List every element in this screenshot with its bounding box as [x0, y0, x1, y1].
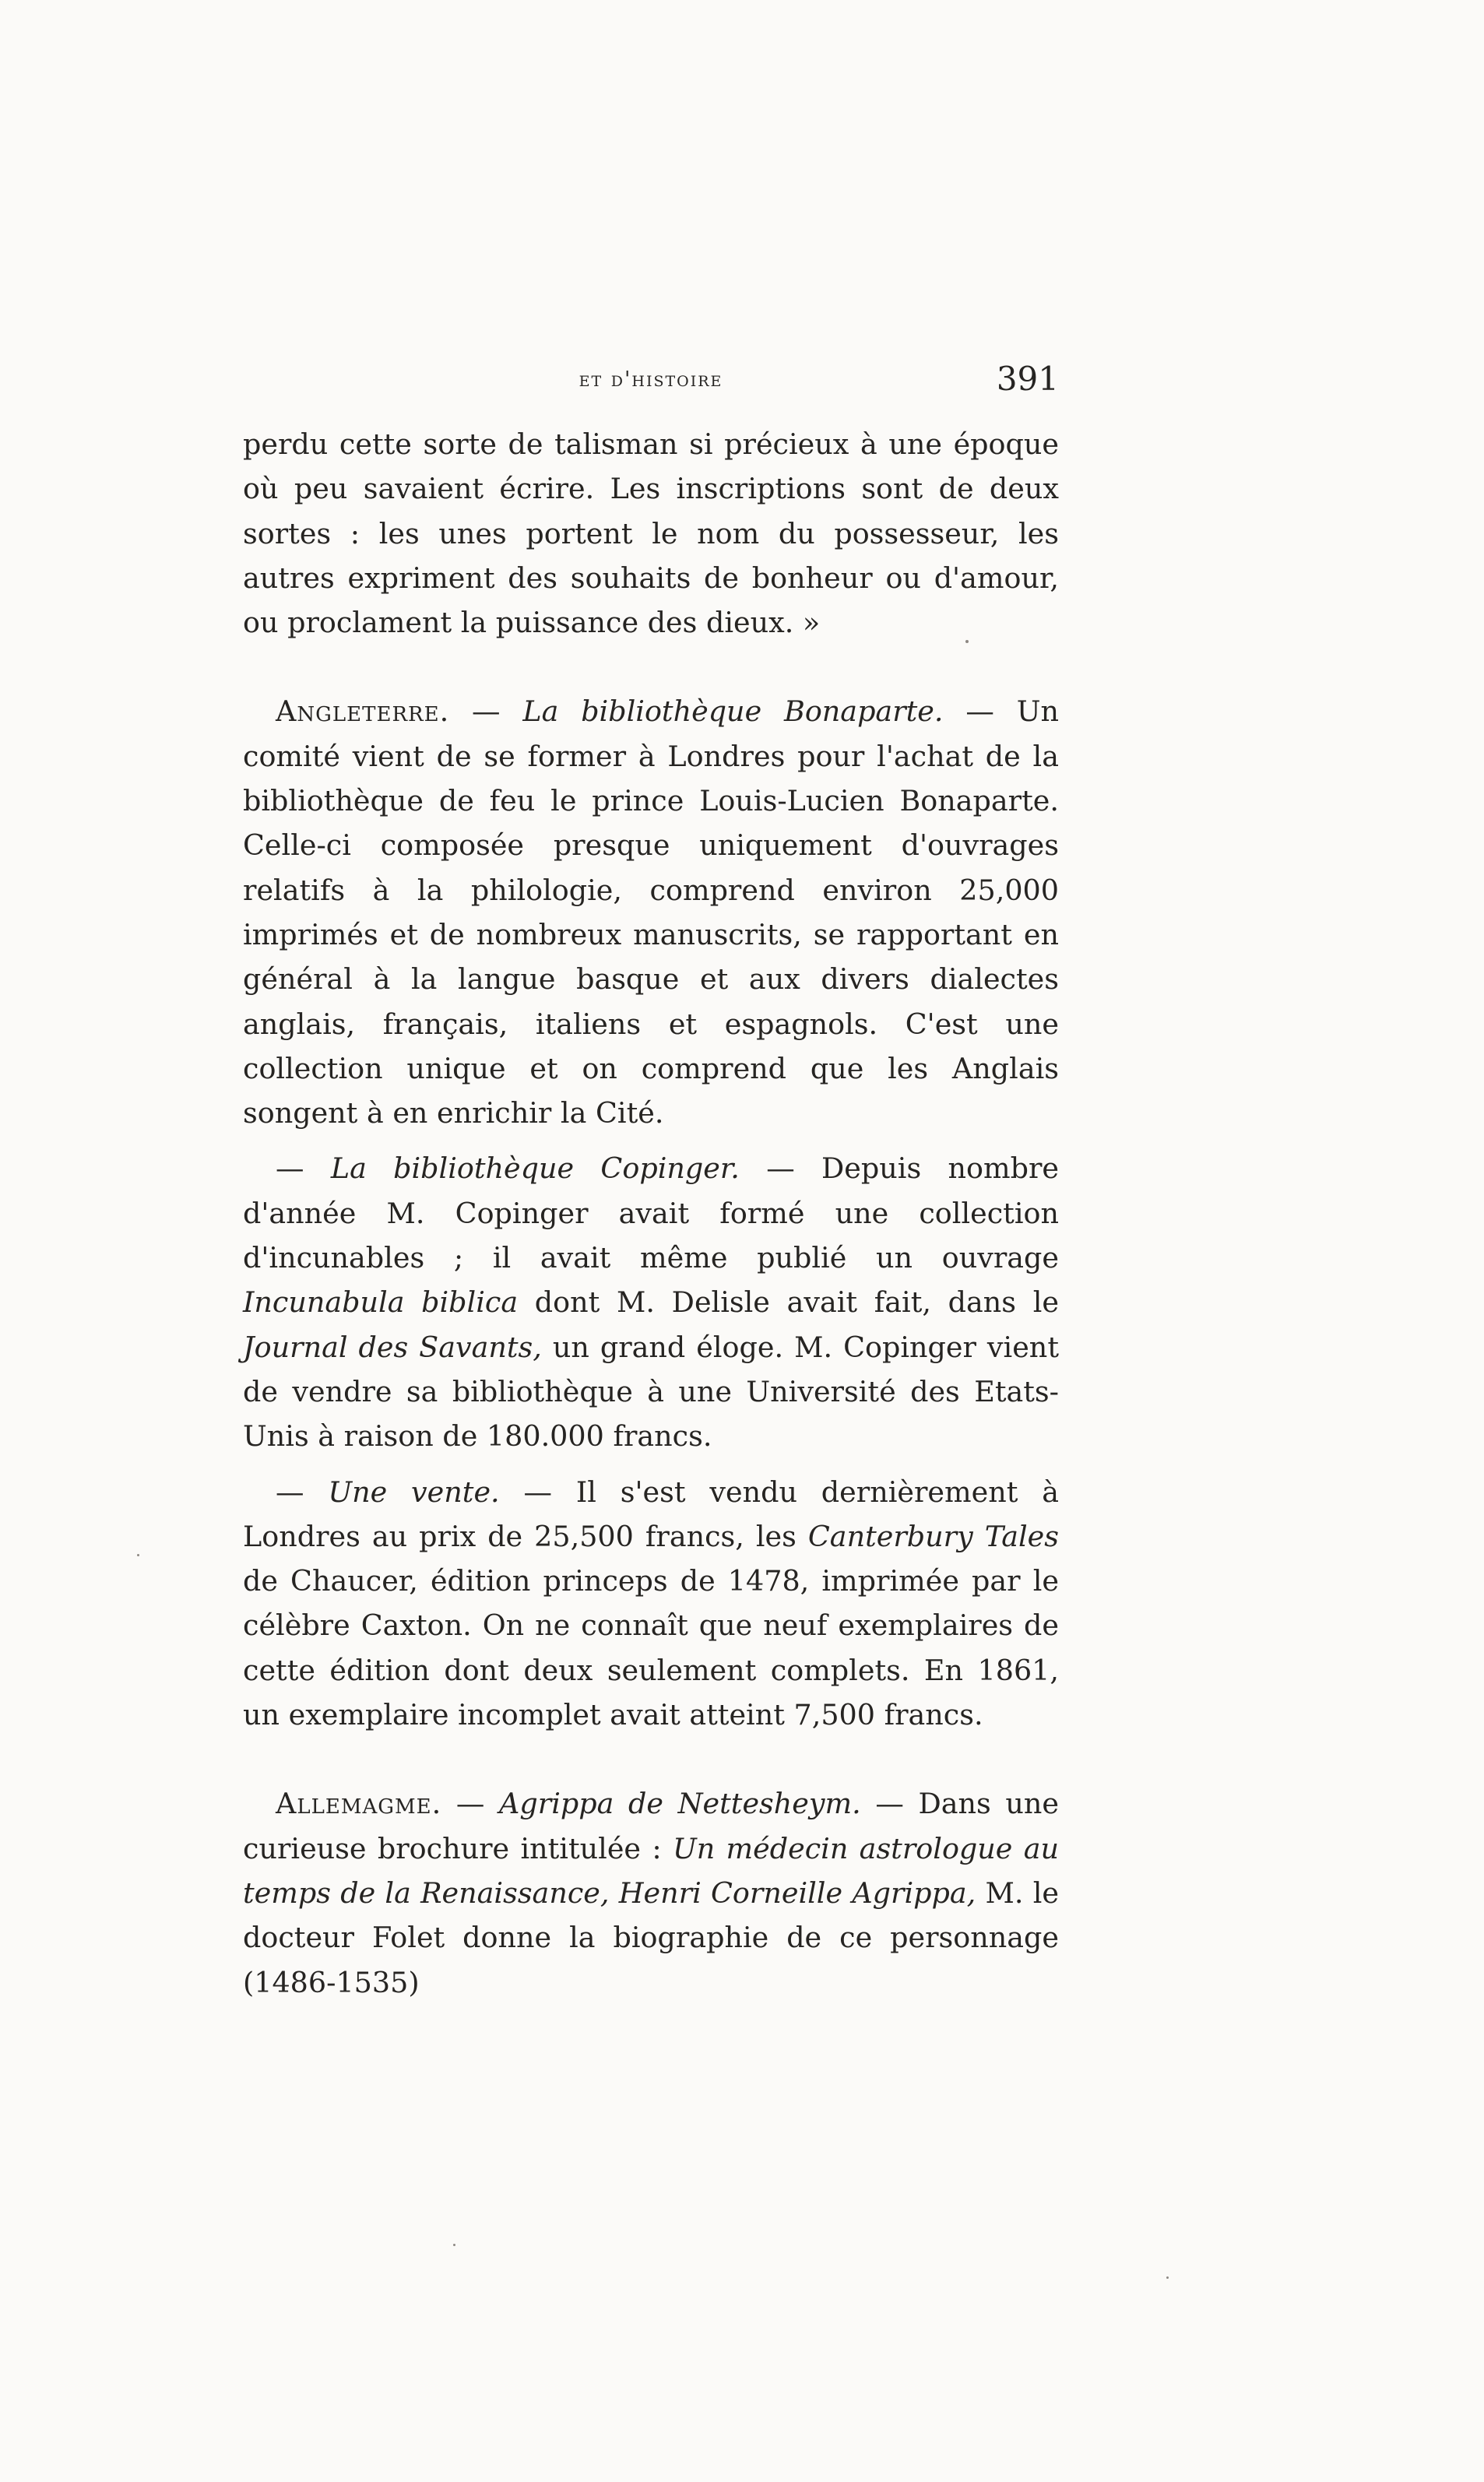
section-heading: Agrippa de Nettesheym.	[499, 1787, 861, 1821]
dash: —	[860, 1787, 919, 1821]
section-heading: La bibliothèque Bonaparte.	[522, 694, 944, 729]
paragraph-copinger-library	[243, 1146, 1059, 1458]
paragraph-body: un grand éloge. M. Copinger vient de vendre sa bibliothèque à une Université des Etats-Unis à raison de 180.000 francs.	[243, 1330, 1059, 1454]
section-heading: La bibliothèque Copinger.	[330, 1151, 740, 1186]
dash: —	[449, 694, 523, 729]
country-heading: Angleterre.	[276, 694, 450, 729]
paper-speck	[1166, 2276, 1169, 2279]
paragraph-sale	[243, 1470, 1059, 1738]
paper-speck	[965, 640, 969, 643]
dash: —	[441, 1787, 500, 1821]
text-block	[243, 422, 1059, 2005]
paragraph-body: dont M. Delisle avait fait, dans le	[518, 1285, 1059, 1320]
dash: —	[499, 1475, 576, 1509]
paragraph-bonaparte-library	[243, 689, 1059, 1135]
paragraph-body: Dans une curieuse brochure intitulée :	[243, 1787, 1059, 1865]
paragraph-continuation: perdu cette sorte de talisman si précieux à une époque où peu savaient écrire. Les inscriptions sont de deux sortes : les unes portent le nom du possesseur, les autres expriment des souhaits de bonheur ou d'amour, ou proclament la puissance des dieux. »	[243, 427, 1059, 640]
dash: —	[276, 1475, 329, 1509]
book-title: Un médecin astrologue au temps de la Renaissance, Henri Corneille Agrippa,	[243, 1831, 1059, 1910]
dash: —	[943, 694, 1017, 729]
book-title: Canterbury Tales	[807, 1519, 1060, 1553]
dash: —	[739, 1151, 822, 1186]
section-heading: Une vente.	[328, 1475, 500, 1509]
paragraph-body: de Chaucer, édition princeps de 1478, imprimée par le célèbre Caxton. On ne connaît que neuf exemplaires de cette édition dont deux seulement complets. En 1861, un exemplaire incomplet avait atteint 7,500 francs.	[243, 1564, 1059, 1732]
paragraph-body: M. le docteur Folet donne la biographie de ce personnage (1486-1535)	[243, 1876, 1059, 1999]
journal-title: Journal des Savants,	[243, 1330, 542, 1364]
page-number: 391	[996, 360, 1059, 398]
paragraph-body: Il s'est vendu dernièrement à Londres au prix de 25,500 francs, les	[243, 1475, 1060, 1553]
paragraph-body: Un comité vient de se former à Londres pour l'achat de la bibliothèque de feu le prince Louis-Lucien Bonaparte. Celle-ci composée presque uniquement d'ouvrages relatifs à la philologie, comprend environ 25,000 imprimés et de nombreux manuscrits, se rapportant en général à la langue basque et aux divers dialectes anglais, français, italiens et espagnols. C'est une collection unique et on comprend que les Anglais songent à en enrichir la Cité.	[243, 694, 1059, 1130]
running-head	[243, 360, 1059, 414]
paper-speck	[137, 1554, 139, 1556]
paragraph-agrippa	[243, 1781, 1059, 2004]
paper-speck	[453, 2244, 455, 2246]
dash: —	[276, 1151, 331, 1186]
running-title: et d'histoire	[578, 367, 723, 392]
country-heading: Allemagme.	[276, 1787, 442, 1821]
paragraph-body: Depuis nombre d'année M. Copinger avait formé une collection d'incunables ; il avait même publié un ouvrage	[243, 1151, 1059, 1275]
book-title: Incunabula biblica	[243, 1285, 519, 1320]
